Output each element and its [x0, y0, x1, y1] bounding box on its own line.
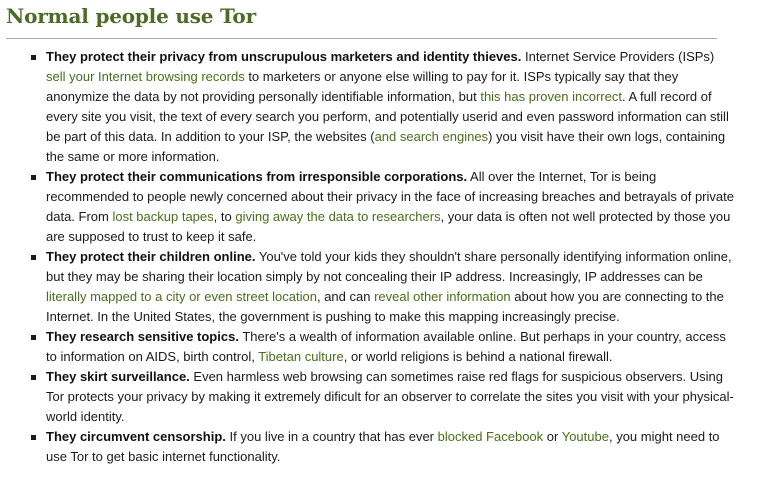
list-item-privacy [46, 47, 736, 167]
link-blocked-facebook[interactable]: blocked Facebook [437, 429, 544, 444]
item-text: , and can [316, 289, 375, 304]
list-item-corporations [46, 167, 736, 247]
link-reveal-information[interactable]: reveal other information [374, 289, 511, 304]
item-text: . A full record of every site you visit, the text of every search you perform, and potentially userid and even password information can still be part of this data. In addition to your ISP, the websites ( [46, 89, 729, 144]
link-tibetan-culture[interactable]: Tibetan culture [258, 349, 344, 364]
item-text: , you might need to use Tor to get basic internet functionality. [46, 429, 720, 464]
page-heading: Normal people use Tor [6, 4, 256, 28]
item-text: , your data is often not well protected by those you are supposed to trust to keep it safe. [46, 209, 731, 244]
link-sell-browsing-records[interactable]: sell your Internet browsing records [46, 69, 245, 84]
link-youtube[interactable]: Youtube [561, 429, 609, 444]
item-text: , or world religions is behind a national firewall. [343, 349, 613, 364]
item-lead: They skirt surveillance. [46, 369, 190, 384]
link-proven-incorrect[interactable]: this has proven incorrect [480, 89, 622, 104]
item-text: All over the Internet, Tor is being recommended to people newly concerned about their privacy in the face of increasing breaches and betrayals of private data. From [46, 169, 734, 224]
item-text: Internet Service Providers (ISPs) [521, 49, 715, 64]
link-mapped-location[interactable]: literally mapped to a city or even street location [46, 289, 317, 304]
item-text: about how you are connecting to the Internet. In the United States, the government is pushing to make this mapping increasingly precise. [46, 289, 724, 324]
link-data-to-researchers[interactable]: giving away the data to researchers [235, 209, 441, 224]
list-item-research [46, 327, 736, 367]
item-lead: They protect their communications from irresponsible corporations. [46, 169, 468, 184]
item-text: , to [213, 209, 236, 224]
list-item-children [46, 247, 736, 327]
item-text: or [543, 429, 562, 444]
reasons-list [28, 47, 736, 467]
link-search-engines[interactable]: and search engines [374, 129, 489, 144]
item-lead: They circumvent censorship. [46, 429, 226, 444]
item-text: If you live in a country that has ever [225, 429, 438, 444]
item-text: You've told your kids they shouldn't share personally identifying information online, but they may be sharing their location simply by not concealing their IP address. Increasingly, IP addresses can be [46, 249, 732, 284]
item-text: Even harmless web browsing can sometimes raise red flags for suspicious observers. Using Tor protects your privacy by making it extremely dificult for an observer to correlate the sites you visit with your physical-world identity. [46, 369, 734, 424]
item-text: There's a wealth of information available online. But perhaps in your country, access to information on AIDS, birth control, [46, 329, 726, 364]
link-lost-backup-tapes[interactable]: lost backup tapes [112, 209, 214, 224]
item-lead: They protect their children online. [46, 249, 256, 264]
item-text: ) you visit have their own logs, containing the same or more information. [46, 129, 726, 164]
item-text: to marketers or anyone else willing to pay for it. ISPs typically say that they anonymize the data by not providing personally identifiable information, but [46, 69, 679, 104]
list-item-surveillance [46, 367, 736, 427]
item-lead: They research sensitive topics. [46, 329, 239, 344]
list-item-censorship [46, 427, 736, 467]
item-lead: They protect their privacy from unscrupulous marketers and identity thieves. [46, 49, 522, 64]
heading-divider [6, 38, 717, 39]
